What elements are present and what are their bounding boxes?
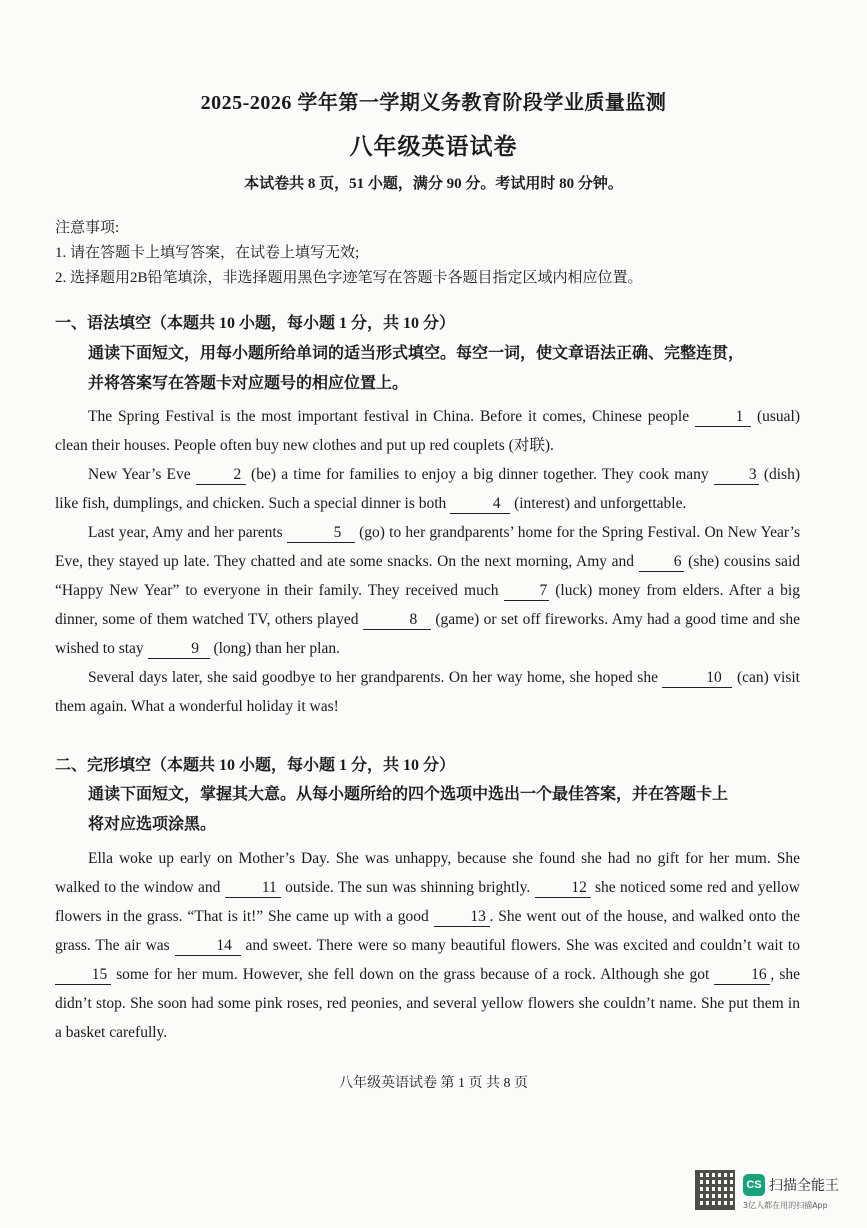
answer-blank-15: 15 xyxy=(55,966,111,985)
notes-block xyxy=(55,216,643,291)
page-footer: 八年级英语试卷 第 1 页 共 8 页 xyxy=(339,1076,528,1091)
answer-blank-10: 10 xyxy=(662,669,732,688)
answer-blank-14: 14 xyxy=(175,937,241,956)
section1-heading: 一、语法填空（本题共 10 小题，每小题 1 分，共 10 分） xyxy=(55,315,456,332)
exam-subject: 八年级英语试卷 xyxy=(349,134,518,159)
notes-heading: 注意事项: xyxy=(55,220,120,236)
exam-info: 本试卷共 8 页，51 小题，满分 90 分。考试用时 80 分钟。 xyxy=(244,176,623,192)
answer-blank-6: 6 xyxy=(639,553,684,572)
section1-instruction-line1: 通读下面短文，用每小题所给单词的适当形式填空。每空一词，使文章语法正确、完整连贯， xyxy=(88,345,745,362)
scanner-tagline: 3亿人都在用的扫描App xyxy=(743,1201,828,1210)
answer-blank-5: 5 xyxy=(287,524,355,543)
answer-blank-1: 1 xyxy=(695,408,751,427)
scanner-watermark xyxy=(695,1168,855,1216)
answer-blank-7: 7 xyxy=(504,582,549,601)
answer-blank-4: 4 xyxy=(450,495,510,514)
section2-instruction xyxy=(88,780,808,840)
notes-item-1: 1. 请在答题卡上填写答案，在试卷上填写无效; xyxy=(55,245,360,261)
answer-blank-13: 13 xyxy=(434,908,490,927)
qr-code-icon xyxy=(695,1170,735,1210)
exam-title: 2025-2026 学年第一学期义务教育阶段学业质量监测 xyxy=(200,92,667,114)
passage-paragraph: Ella woke up early on Mother’s Day. She was unhappy, because she found she had no gift for her mum. She walked to the window and 11 outside. The sun was shinning brightly. 12 she noticed some red and yellow flowers in the grass. “That is it!” She came up with a good 13 . She went out of the house, and walked onto the grass. The air was 14 and sweet. There were so many beautiful flowers. She was excited and couldn’t wait to 15 some for her mum. However, she fell down on the grass because of a rock. Although she got 16 , she didn’t stop. She soon had some pink roses, red peonies, and several yellow flowers she couldn’t name. She put them in a basket carefully. xyxy=(55,850,801,1041)
section2-instruction-line1: 通读下面短文，掌握其大意。从每小题所给的四个选项中选出一个最佳答案，并在答题卡上 xyxy=(88,786,729,803)
section2-heading: 二、完形填空（本题共 10 小题，每小题 1 分，共 10 分） xyxy=(55,757,456,774)
answer-blank-2: 2 xyxy=(196,466,246,485)
answer-blank-9: 9 xyxy=(148,640,210,659)
section1-instruction-line2: 并将答案写在答题卡对应题号的相应位置上。 xyxy=(88,375,409,392)
section1-instruction xyxy=(88,339,808,399)
answer-blank-16: 16 xyxy=(714,966,770,985)
section2-instruction-line2: 将对应选项涂黑。 xyxy=(88,816,217,833)
passage-paragraph: New Year’s Eve 2 (be) a time for families to enjoy a big dinner together. They cook many 3 (dish) like fish, dumplings, and chicken. Such a special dinner is both 4 (interest) and unforgettable. xyxy=(55,466,800,512)
notes-item-2: 2. 选择题用2B铅笔填涂，非选择题用黑色字迹笔写在答题卡各题目指定区域内相应位置。 xyxy=(55,270,643,286)
passage-paragraph: Several days later, she said goodbye to her grandparents. On her way home, she hoped she 10 (can) visit them again. What a wonderful holiday it was! xyxy=(55,669,800,715)
passage-paragraph: Last year, Amy and her parents 5 (go) to her grandparents’ home for the Spring Festival. On New Year’s Eve, they stayed up late. They chatted and ate some snacks. On the next morning, Amy and 6 (she) cousins said “Happy New Year” to everyone in their family. They received much 7 (luck) money from elders. After a big dinner, some of them watched TV, others played 8 (game) or set off fireworks. Amy had a good time and she wished to stay 9 (long) than her plan. xyxy=(55,524,801,657)
section1-passage xyxy=(55,402,800,721)
camscanner-logo-icon: CS xyxy=(743,1174,765,1196)
answer-blank-12: 12 xyxy=(535,879,591,898)
scanner-app-name: 扫描全能王 xyxy=(769,1178,839,1194)
passage-paragraph: The Spring Festival is the most important festival in China. Before it comes, Chinese people 1 (usual) clean their houses. People often buy new clothes and put up red couplets (对联). xyxy=(55,408,800,454)
answer-blank-3: 3 xyxy=(714,466,759,485)
answer-blank-8: 8 xyxy=(363,611,431,630)
section2-passage xyxy=(55,844,800,1047)
answer-blank-11: 11 xyxy=(225,879,281,898)
